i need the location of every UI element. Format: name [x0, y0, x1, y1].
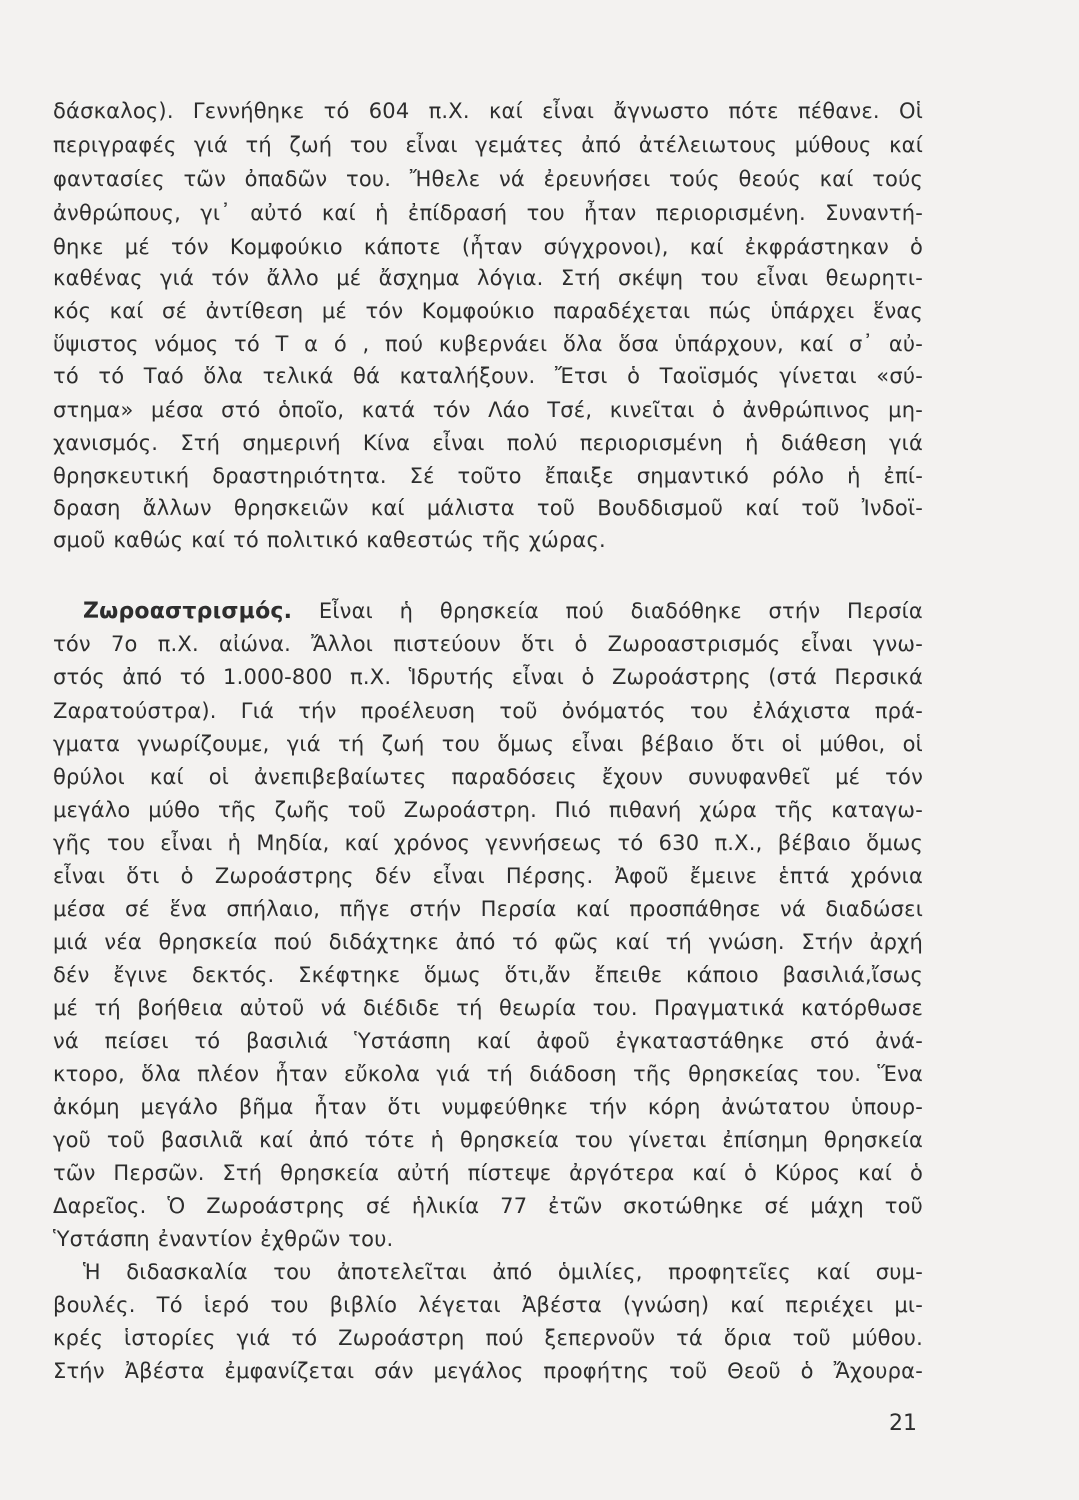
text-line: ἀνθρώπους, γι᾽ αὐτό καί ἡ ἐπίδρασή του ἦταν περιορισμένη. Συναντή- [53, 201, 923, 225]
text-line: κός καί σέ ἀντίθεση μέ τόν Κομφούκιο παραδέχεται πώς ὑπάρχει ἕνας [53, 299, 923, 323]
text-line: βουλές. Τό ἱερό του βιβλίο λέγεται Ἀβέστα (γνώση) καί περιέχει μι- [53, 1293, 923, 1317]
text-line: μέ τή βοήθεια αὐτοῦ νά διέδιδε τή θεωρία του. Πραγματικά κατόρθωσε [53, 996, 923, 1020]
text-line: μέσα σέ ἕνα σπήλαιο, πῆγε στήν Περσία καί προσπάθησε νά διαδώσει [53, 897, 923, 921]
text-line: δραση ἄλλων θρησκειῶν καί μάλιστα τοῦ Βουδδισμοῦ καί τοῦ Ἰνδοϊ- [53, 496, 923, 520]
text-line: γματα γνωρίζουμε, γιά τή ζωή του ὅμως εἶναι βέβαιο ὅτι οἱ μύθοι, οἱ [53, 732, 923, 756]
text-line: σμοῦ καθώς καί τό πολιτικό καθεστώς τῆς χώρας. [53, 528, 606, 552]
text-line: θρησκευτική δραστηριότητα. Σέ τοῦτο ἔπαιξε σημαντικό ρόλο ἡ ἐπί- [53, 464, 923, 488]
text-line: θρύλοι καί οἱ ἀνεπιβεβαίωτες παραδόσεις ἔχουν συνυφανθεῖ μέ τόν [53, 765, 923, 789]
text-line: κρές ἱστορίες γιά τό Ζωροάστρη πού ξεπερνοῦν τά ὅρια τοῦ μύθου. [53, 1326, 923, 1350]
text-line: μιά νέα θρησκεία πού διδάχτηκε ἀπό τό φῶς καί τή γνώση. Στήν ἀρχή [53, 930, 923, 954]
section-first-line [53, 597, 923, 625]
text-line: περιγραφές γιά τή ζωή του εἶναι γεμάτες ἀπό ἀτέλειωτους μύθους καί [53, 133, 923, 157]
text-line: ὕψιστος νόμος τό Τ α ό , πού κυβερνάει ὅλα ὅσα ὑπάρχουν, καί σ᾽ αὐ- [53, 332, 923, 356]
text-line: δέν ἔγινε δεκτός. Σκέφτηκε ὅμως ὅτι,ἄν ἔπειθε κάποιο βασιλιά,ἴσως [53, 963, 923, 987]
text-line: θηκε μέ τόν Κομφούκιο κάποτε (ἦταν σύγχρονοι), καί ἐκφράστηκαν ὁ [53, 235, 923, 259]
text-line: Δαρεῖος. Ὁ Ζωροάστρης σέ ἡλικία 77 ἐτῶν σκοτώθηκε σέ μάχη τοῦ [53, 1194, 923, 1218]
text-line: εἶναι ὅτι ὁ Ζωροάστρης δέν εἶναι Πέρσης. Ἀφοῦ ἔμεινε ἑπτά χρόνια [53, 864, 923, 888]
text-line: καθένας γιά τόν ἄλλο μέ ἄσχημα λόγια. Στή σκέψη του εἶναι θεωρητι- [53, 266, 923, 290]
text-line: Ἡ διδασκαλία του ἀποτελεῖται ἀπό ὁμιλίες, προφητεῖες καί συμ- [83, 1260, 923, 1284]
text-line: τό τό Ταό ὅλα τελικά θά καταλήξουν. Ἔτσι ὁ Ταοϊσμός γίνεται «σύ- [53, 364, 923, 388]
text-line: τῶν Περσῶν. Στή θρησκεία αὐτή πίστεψε ἀργότερα καί ὁ Κύρος καί ὁ [53, 1161, 923, 1185]
text-line: στός ἀπό τό 1.000-800 π.Χ. Ἱδρυτής εἶναι ὁ Ζωροάστρης (στά Περσικά [53, 665, 923, 689]
text-line: γοῦ τοῦ βασιλιᾶ καί ἀπό τότε ἡ θρησκεία του γίνεται ἐπίσημη θρησκεία [53, 1128, 923, 1152]
text-line: δάσκαλος). Γεννήθηκε τό 604 π.Χ. καί εἶναι ἄγνωστο πότε πέθανε. Οἱ [53, 99, 923, 123]
text-line: Στήν Ἀβέστα ἐμφανίζεται σάν μεγάλος προφήτης τοῦ Θεοῦ ὁ Ἄχουρα- [53, 1359, 923, 1383]
text-line: γῆς του εἶναι ἡ Μηδία, καί χρόνος γεννήσεως τό 630 π.Χ., βέβαιο ὅμως [53, 831, 923, 855]
text-line: τόν 7ο π.Χ. αἰώνα. Ἄλλοι πιστεύουν ὅτι ὁ Ζωροαστρισμός εἶναι γνω- [53, 632, 923, 656]
text-line: φαντασίες τῶν ὀπαδῶν του. Ἤθελε νά ἐρευνήσει τούς θεούς καί τούς [53, 167, 923, 191]
text-line: νά πείσει τό βασιλιά Ὑστάσπη καί ἀφοῦ ἐγκαταστάθηκε στό ἀνά- [53, 1029, 923, 1053]
page-number: 21 [889, 1411, 917, 1436]
text-line: ἀκόμη μεγάλο βῆμα ἦταν ὅτι νυμφεύθηκε τήν κόρη ἀνώτατου ὑπουρ- [53, 1095, 923, 1119]
text-line: Ὑστάσπη ἐναντίον ἐχθρῶν του. [53, 1227, 394, 1251]
text-line: μεγάλο μύθο τῆς ζωῆς τοῦ Ζωροάστρη. Πιό πιθανή χώρα τῆς καταγω- [53, 798, 923, 822]
text-line: χανισμός. Στή σημερινή Κίνα εἶναι πολύ περιορισμένη ἡ διάθεση γιά [53, 431, 923, 455]
text-line: κτορο, ὅλα πλέον ἦταν εὔκολα γιά τή διάδοση τῆς θρησκείας του. Ἕνα [53, 1062, 923, 1086]
text-line: στημα» μέσα στό ὁποῖο, κατά τόν Λάο Τσέ, κινεῖται ὁ ἀνθρώπινος μη- [53, 398, 923, 422]
section-heading: Ζωροαστρισμός. [83, 599, 293, 624]
text-line: Ζαρατούστρα). Γιά τήν προέλευση τοῦ ὀνόματός του ἐλάχιστα πρά- [53, 699, 923, 723]
section-intro-text: Εἶναι ἡ θρησκεία πού διαδόθηκε στήν Περσία [318, 599, 923, 623]
